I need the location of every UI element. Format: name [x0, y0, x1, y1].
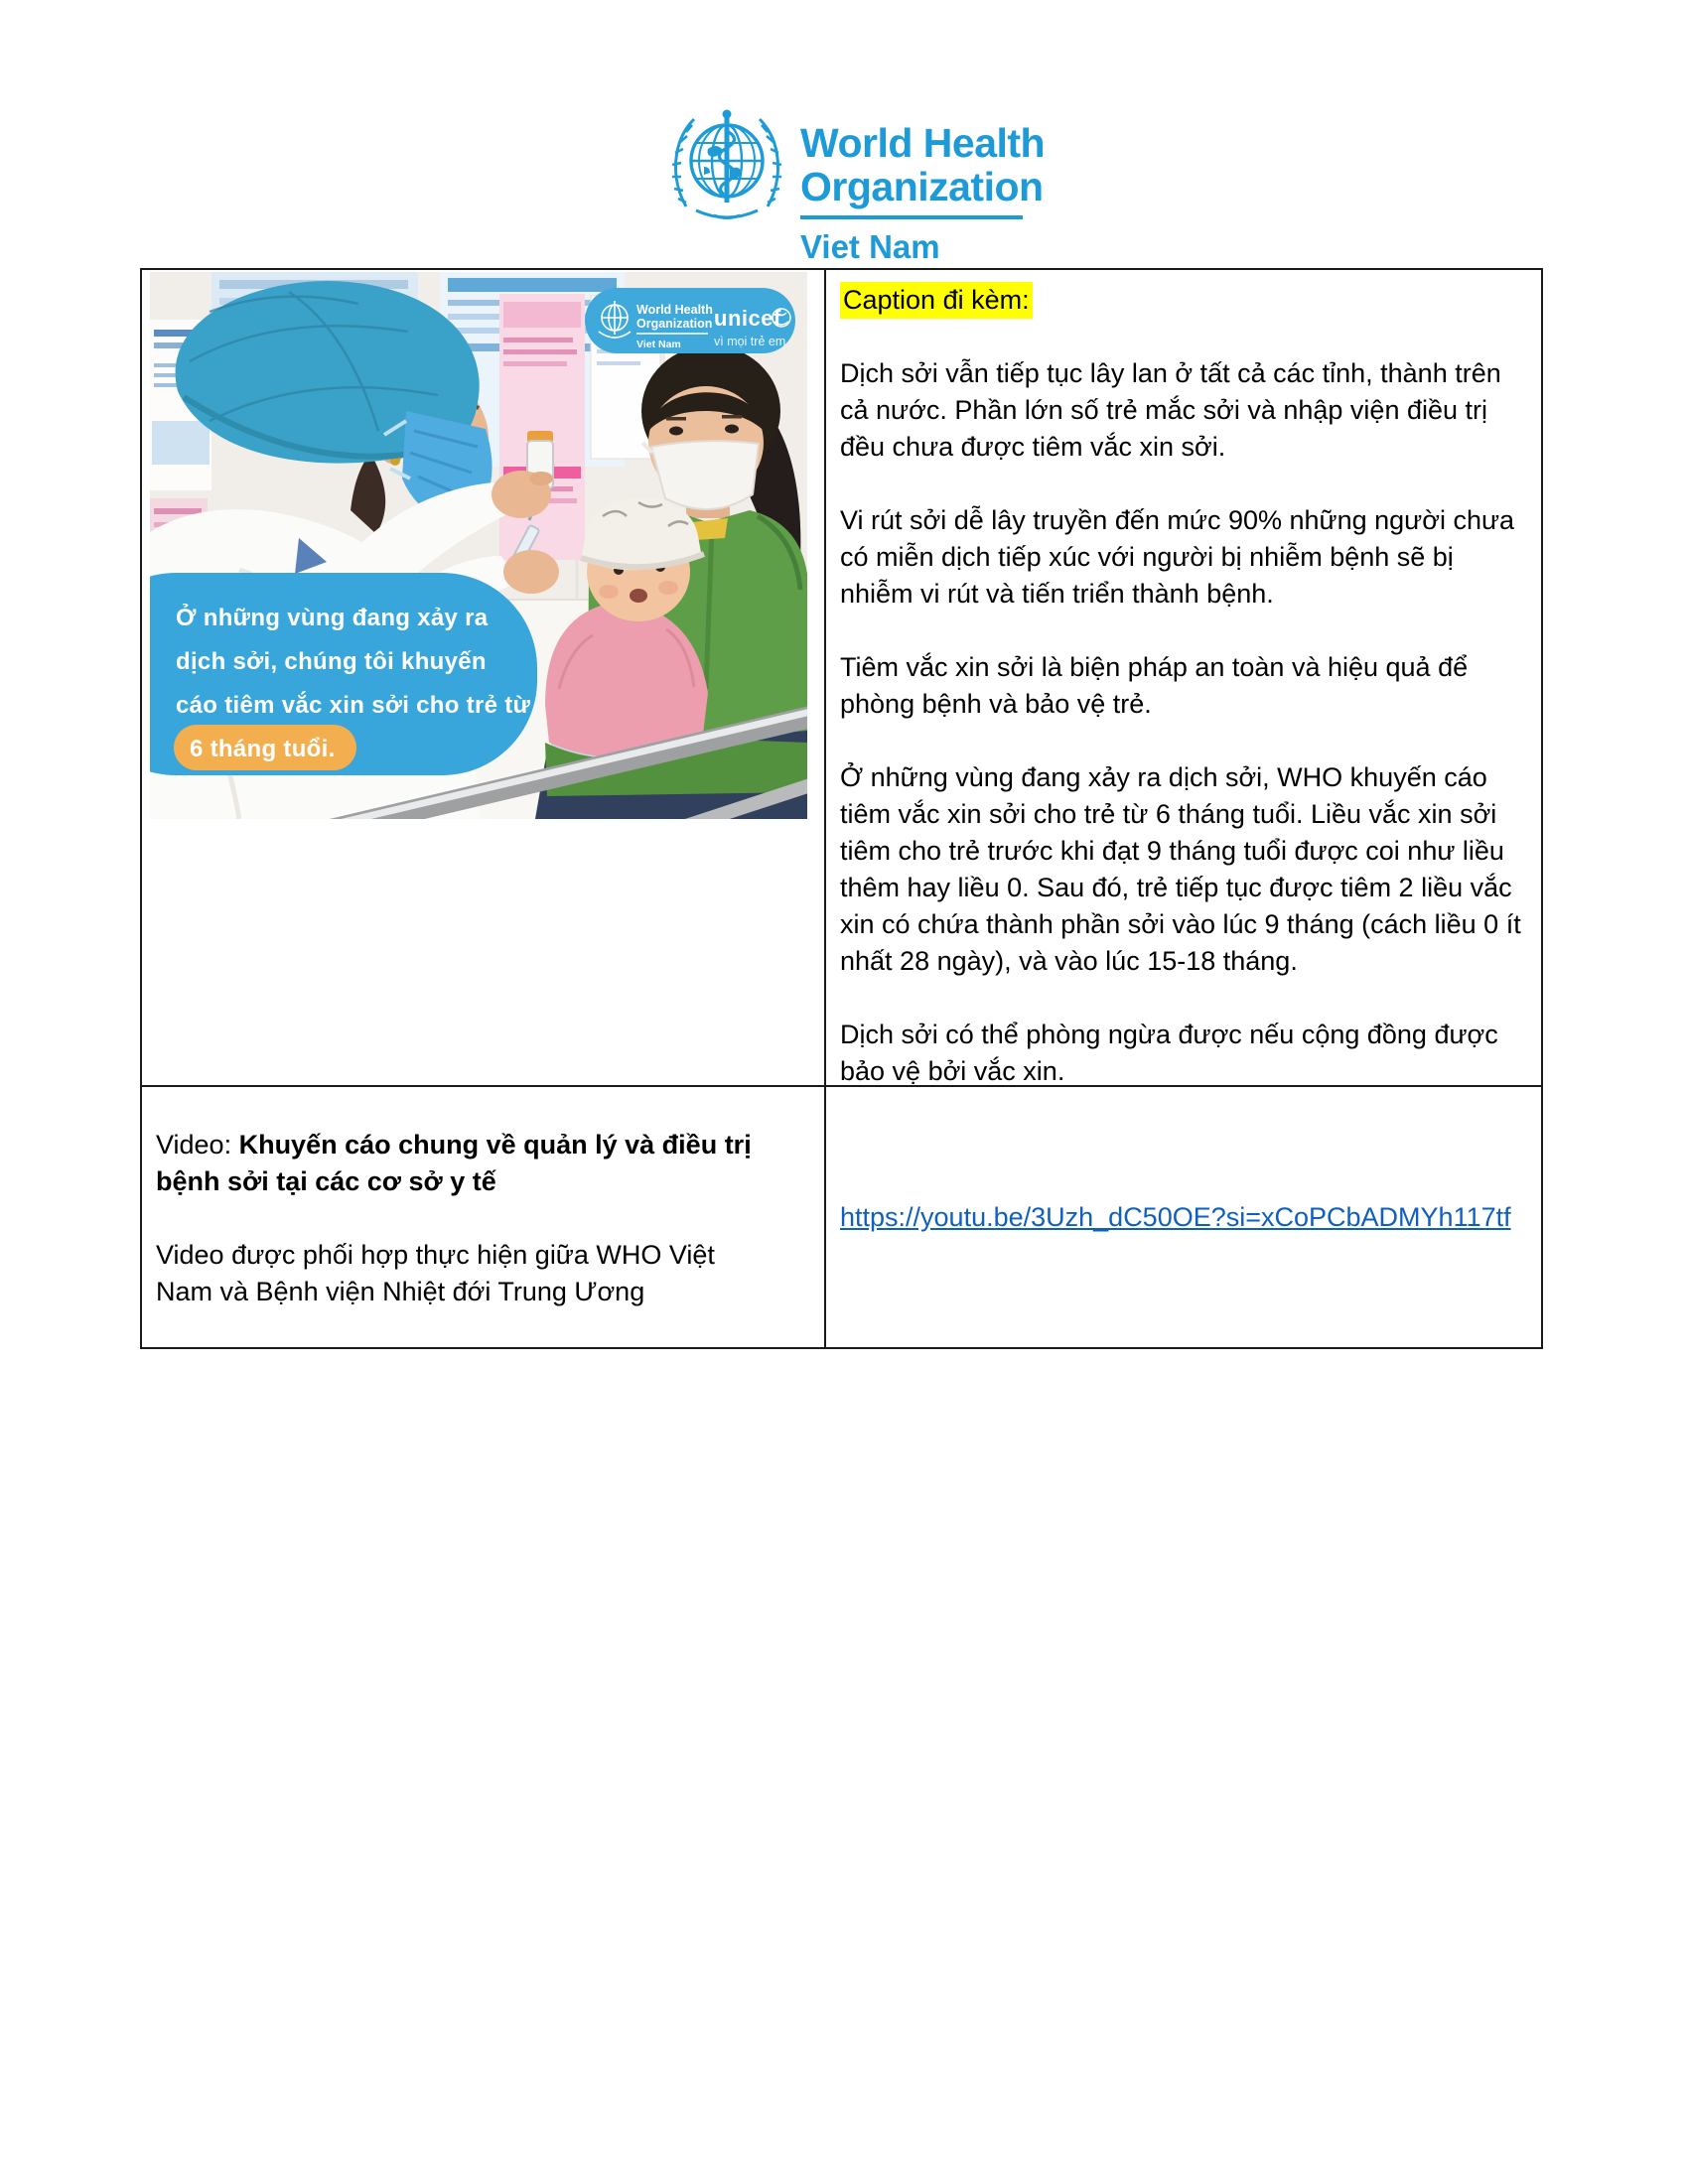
- speech-bubble: [150, 573, 537, 775]
- youtube-link[interactable]: https://youtu.be/3Uzh_dC50OE?si=xCoPCbADMYh117tf: [840, 1201, 1511, 1232]
- who-header-logo: [663, 103, 1045, 266]
- video-title: Khuyến cáo chung về quản lý và điều trị bệnh sởi tại các cơ sở y tế: [156, 1130, 752, 1196]
- badge-who-line1: World Health: [636, 303, 713, 317]
- logo-divider: [800, 215, 1023, 219]
- caption-paragraph: Vi rút sởi dễ lây truyền đến mức 90% những người chưa có miễn dịch tiếp xúc với người bị nhiễm bệnh sẽ bị nhiễm vi rút và tiến triển thành bệnh.: [840, 505, 1515, 609]
- caption-paragraph: Dịch sởi vẫn tiếp tục lây lan ở tất cả các tỉnh, thành trên cả nước. Phần lớn số trẻ mắc sởi và nhập viện điều trị đều chưa được tiêm vắc xin sởi.: [840, 358, 1501, 462]
- badge-who-line2: Organization: [636, 317, 713, 331]
- video-cell: [142, 1087, 826, 1347]
- logo-line-2: Organization: [800, 164, 1044, 209]
- caption-paragraph: Tiêm vắc xin sởi là biện pháp an toàn và hiệu quả để phòng bệnh và bảo vệ trẻ.: [840, 652, 1469, 719]
- logo-line-1: World Health: [800, 120, 1046, 166]
- bubble-highlight: 6 tháng tuổi.: [190, 736, 336, 762]
- caption-paragraph: Ở những vùng đang xảy ra dịch sởi, WHO khuyến cáo tiêm vắc xin sởi cho trẻ từ 6 tháng tuổi. Liều vắc xin sởi tiêm cho trẻ trước khi đạt 9 tháng tuổi được coi như liều thêm hay liều 0. Sau đó, trẻ tiếp tục được tiêm 2 liều vắc xin có chứa thành phần sởi vào lúc 9 tháng (cách liều 0 ít nhất 28 ngày), và vào lúc 15-18 tháng.: [840, 762, 1521, 976]
- caption-cell: [826, 270, 1541, 1085]
- photo-cell: [142, 270, 826, 1085]
- bubble-line-2: dịch sởi, chúng tôi khuyến: [176, 648, 487, 675]
- content-table: [140, 268, 1543, 1349]
- badge-unicef-label: unicef: [714, 306, 781, 331]
- video-title-line: [156, 1127, 796, 1200]
- caption-paragraph: Dịch sởi có thể phòng ngừa được nếu cộng đồng được bảo vệ bởi vắc xin.: [840, 1020, 1498, 1086]
- vaccination-photo: [150, 272, 807, 819]
- who-emblem-icon: [663, 103, 790, 228]
- video-description: Video được phối hợp thực hiện giữa WHO Việt Nam và Bệnh viện Nhiệt đới Trung Ương: [156, 1240, 715, 1306]
- link-cell: [826, 1087, 1541, 1347]
- badge-who-country: Viet Nam: [636, 339, 681, 350]
- caption-heading: Caption đi kèm:: [840, 282, 1033, 319]
- video-prefix: Video:: [156, 1130, 239, 1160]
- logo-country: Viet Nam: [800, 228, 940, 265]
- badge-unicef-tagline: vì mọi trẻ em: [714, 335, 786, 348]
- who-unicef-badge: [585, 288, 795, 353]
- bubble-line-1: Ở những vùng đang xảy ra: [176, 605, 489, 631]
- table-row: [142, 1087, 1541, 1347]
- table-row: [142, 270, 1541, 1087]
- bubble-line-3: cáo tiêm vắc xin sởi cho trẻ từ: [176, 692, 531, 719]
